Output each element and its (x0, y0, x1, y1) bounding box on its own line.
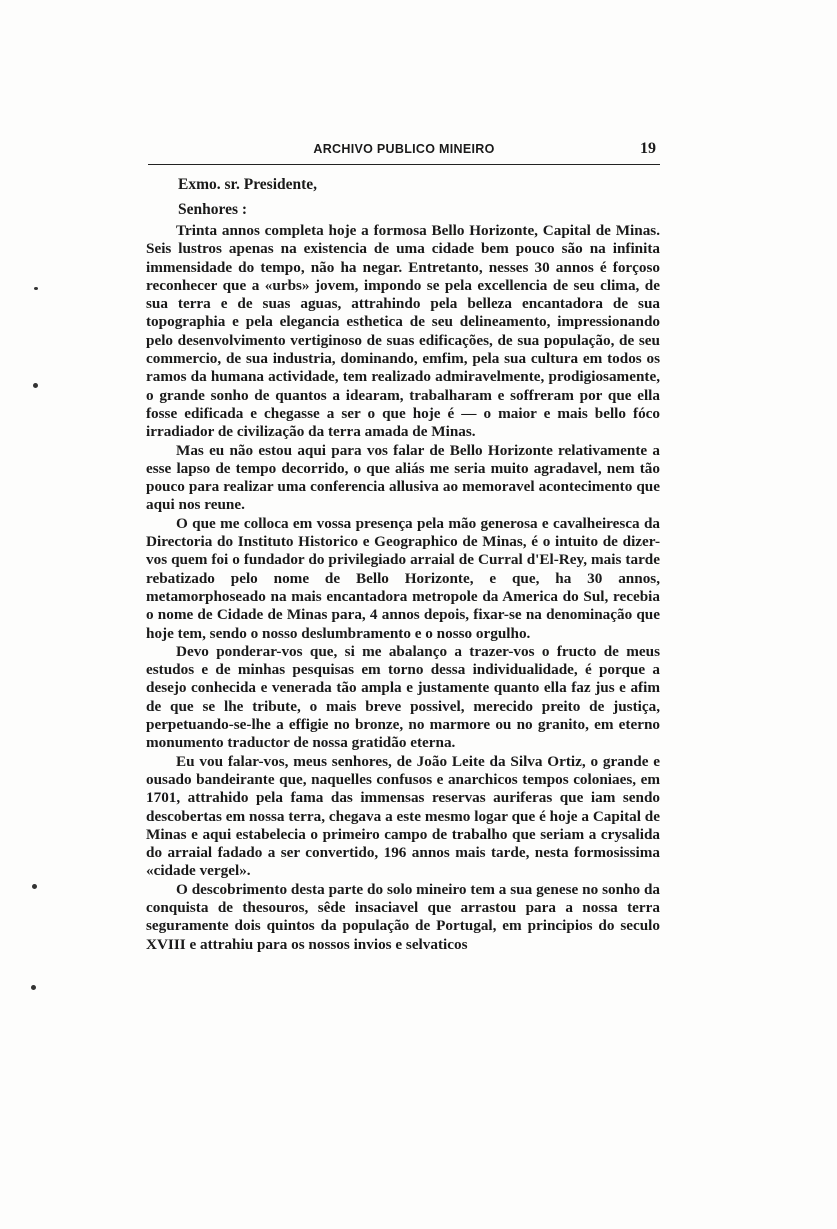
salutation-line: Senhores : (178, 201, 248, 218)
paragraph: O que me colloca em vossa presença pela mão generosa e cavalheiresca da Directoria do Instituto Historico e Geographico de Minas, é o intuito de dizer-vos quem foi o fundador do privilegiado arraial de Curral d'El-Rey, mais tarde rebatizado pelo nome de Bello Horizonte, e que, ha 30 annos, metamorphoseado na mais encantadora metropole da America do Sul, recebia o nome de Cidade de Minas para, 4 annos depois, fixar-se na denominação que hoje tem, sendo o nosso deslumbramento e o nosso orgulho. (146, 514, 660, 642)
running-header (148, 140, 660, 165)
paragraph: Trinta annos completa hoje a formosa Bello Horizonte, Capital de Minas. Seis lustros apenas na existencia de uma cidade bem pouco são na infinita immensidade do tempo, não ha negar. Entretanto, nesses 30 annos é forçoso reconhecer que a «urbs» jovem, impondo se pela excellencia de seu clima, de sua terra e de suas aguas, attrahindo pela belleza encantadora de sua topographia e pela elegancia esthetica de seu delineamento, impressionando pelo desenvolvimento vertiginoso de suas edificações, de sua população, de seu commercio, de sua industria, dominando, emfim, pela sua cultura em todos os ramos da humana actividade, tem realizado admiravelmente, prodigiosamente, o grande sonho de quantos a idearam, trabalharam e soffreram por que ella fosse edificada e chegasse a ser o que hoje é — o maior e mais bello fóco irradiador de civilização da terra amada de Minas. (146, 222, 660, 441)
margin-speck (32, 884, 37, 889)
margin-speck (31, 985, 36, 990)
body-text (146, 172, 660, 954)
paragraph: O descobrimento desta parte do solo mineiro tem a sua genese no sonho da conquista de thesouros, sêde insaciavel que arrastou para a nossa terra seguramente dois quintos da população de Portugal, em principios do seculo XVIII e attrahiu para os nossos invios e selvaticos (146, 880, 660, 953)
salutation-line: Exmo. sr. Presidente, (178, 176, 318, 193)
page-number: 19 (640, 140, 656, 157)
margin-speck (34, 287, 38, 290)
paragraph: Eu vou falar-vos, meus senhores, de João Leite da Silva Ortiz, o grande e ousado bandeirante que, naquelles confusos e anarchicos tempos coloniaes, em 1701, attrahido pela fama das immensas reservas auriferas que iam sendo descobertas em nossa terra, chegava a este mesmo logar que é hoje a Capital de Minas e aqui estabelecia o primeiro campo de trabalho que seriam a crysalida do arraial fadado a ser convertido, 196 annos mais tarde, nesta formosissima «cidade vergel». (146, 752, 660, 880)
margin-speck (33, 383, 38, 388)
paragraph: Devo ponderar-vos que, si me abalanço a trazer-vos o fructo de meus estudos e de minhas pesquisas em torno dessa individualidade, é porque a desejo conhecida e venerada tão ampla e justamente quanto ella faz jus e afim de que se lhe tribute, o mais breve possivel, merecido preito de justiça, perpetuando-se-lhe a effigie no bronze, no marmore ou no granito, em eterno monumento traductor de nossa gratidão eterna. (146, 642, 660, 752)
journal-title: ARCHIVO PUBLICO MINEIRO (313, 142, 495, 156)
paragraph: Mas eu não estou aqui para vos falar de Bello Horizonte relativamente a esse lapso de tempo decorrido, o que aliás me seria muito agradavel, nem tão pouco para realizar uma conferencia allusiva ao memoravel acontecimento que aqui nos reune. (146, 441, 660, 514)
